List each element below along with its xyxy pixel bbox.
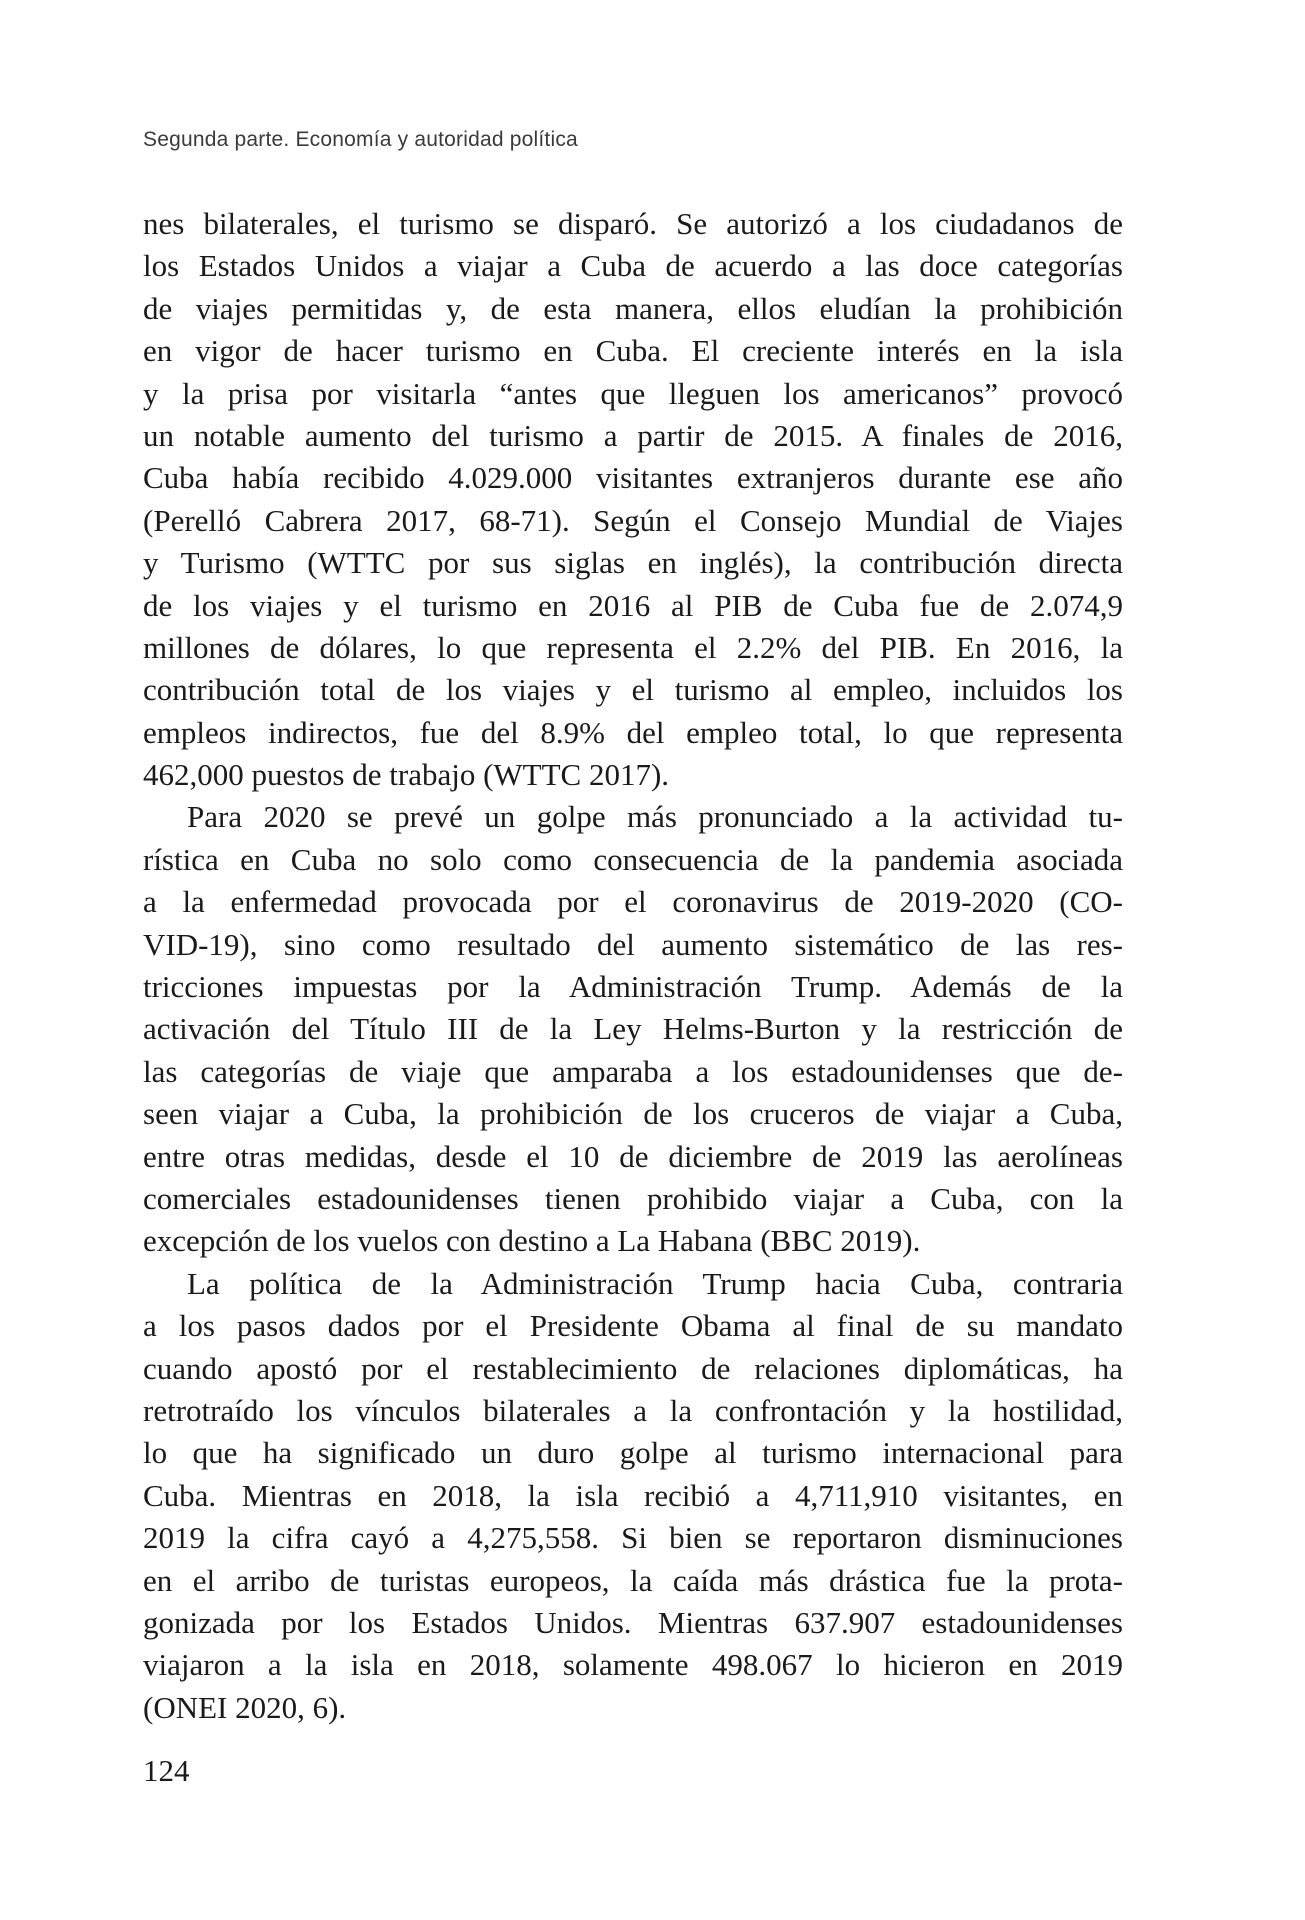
- text-line: de viajes permitidas y, de esta manera, ellos eludían la prohibición: [143, 290, 1123, 326]
- paragraph-2: [143, 796, 1123, 1262]
- text-line: millones de dólares, lo que representa el 2.2% del PIB. En 2016, la: [143, 629, 1123, 665]
- text-line: entre otras medidas, desde el 10 de diciembre de 2019 las aerolíneas: [143, 1138, 1123, 1174]
- text-line: viajaron a la isla en 2018, solamente 498.067 lo hicieron en 2019: [143, 1647, 1123, 1683]
- text-line: Cuba había recibido 4.029.000 visitantes extranjeros durante ese año: [143, 460, 1123, 496]
- text-line: (ONEI 2020, 6).: [143, 1689, 347, 1725]
- text-line: en vigor de hacer turismo en Cuba. El creciente interés en la isla: [143, 333, 1123, 369]
- text-line: Para 2020 se prevé un golpe más pronunciado a la actividad tu-: [187, 799, 1123, 835]
- text-line: a la enfermedad provocada por el coronavirus de 2019-2020 (CO-: [143, 884, 1123, 920]
- text-line: 462,000 puestos de trabajo (WTTC 2017).: [143, 757, 670, 793]
- text-line: retrotraído los vínculos bilaterales a la confrontación y la hostilidad,: [143, 1392, 1123, 1428]
- text-line: activación del Título III de la Ley Helms-Burton y la restricción de: [143, 1011, 1123, 1047]
- text-line: 2019 la cifra cayó a 4,275,558. Si bien se reportaron disminuciones: [143, 1520, 1123, 1556]
- text-line: a los pasos dados por el Presidente Obama al final de su mandato: [143, 1308, 1123, 1344]
- text-line: (Perelló Cabrera 2017, 68-71). Según el Consejo Mundial de Viajes: [143, 502, 1123, 538]
- text-line: y la prisa por visitarla “antes que lleguen los americanos” provocó: [143, 375, 1123, 411]
- text-line: excepción de los vuelos con destino a La Habana (BBC 2019).: [143, 1223, 921, 1259]
- paragraph-3: [143, 1263, 1123, 1729]
- text-line: los Estados Unidos a viajar a Cuba de acuerdo a las doce categorías: [143, 248, 1123, 284]
- text-line: La política de la Administración Trump hacia Cuba, contraria: [187, 1265, 1123, 1301]
- text-line: Cuba. Mientras en 2018, la isla recibió a 4,711,910 visitantes, en: [143, 1477, 1123, 1513]
- text-line: lo que ha significado un duro golpe al turismo internacional para: [143, 1435, 1123, 1471]
- paragraph-1: [143, 203, 1123, 796]
- text-line: VID-19), sino como resultado del aumento sistemático de las res-: [143, 926, 1123, 962]
- text-line: empleos indirectos, fue del 8.9% del empleo total, lo que representa: [143, 714, 1123, 750]
- text-line: de los viajes y el turismo en 2016 al PIB de Cuba fue de 2.074,9: [143, 587, 1123, 623]
- text-line: en el arribo de turistas europeos, la caída más drástica fue la prota-: [143, 1562, 1123, 1598]
- text-line: un notable aumento del turismo a partir de 2015. A finales de 2016,: [143, 417, 1123, 453]
- text-line: seen viajar a Cuba, la prohibición de los cruceros de viajar a Cuba,: [143, 1096, 1123, 1132]
- text-line: comerciales estadounidenses tienen prohibido viajar a Cuba, con la: [143, 1180, 1123, 1216]
- text-line: nes bilaterales, el turismo se disparó. Se autorizó a los ciudadanos de: [143, 206, 1123, 241]
- text-line: y Turismo (WTTC por sus siglas en inglés), la contribución directa: [143, 545, 1123, 581]
- body-text: [143, 203, 1123, 1729]
- running-header: Segunda parte. Economía y autoridad política: [143, 128, 578, 151]
- text-line: tricciones impuestas por la Administración Trump. Además de la: [143, 969, 1123, 1005]
- page-number: 124: [143, 1753, 190, 1788]
- text-line: las categorías de viaje que amparaba a los estadounidenses que de-: [143, 1053, 1123, 1089]
- text-line: cuando apostó por el restablecimiento de relaciones diplomáticas, ha: [143, 1350, 1123, 1386]
- text-line: gonizada por los Estados Unidos. Mientras 637.907 estadounidenses: [143, 1604, 1123, 1640]
- text-line: contribución total de los viajes y el turismo al empleo, incluidos los: [143, 672, 1123, 708]
- text-line: rística en Cuba no solo como consecuencia de la pandemia asociada: [143, 841, 1123, 877]
